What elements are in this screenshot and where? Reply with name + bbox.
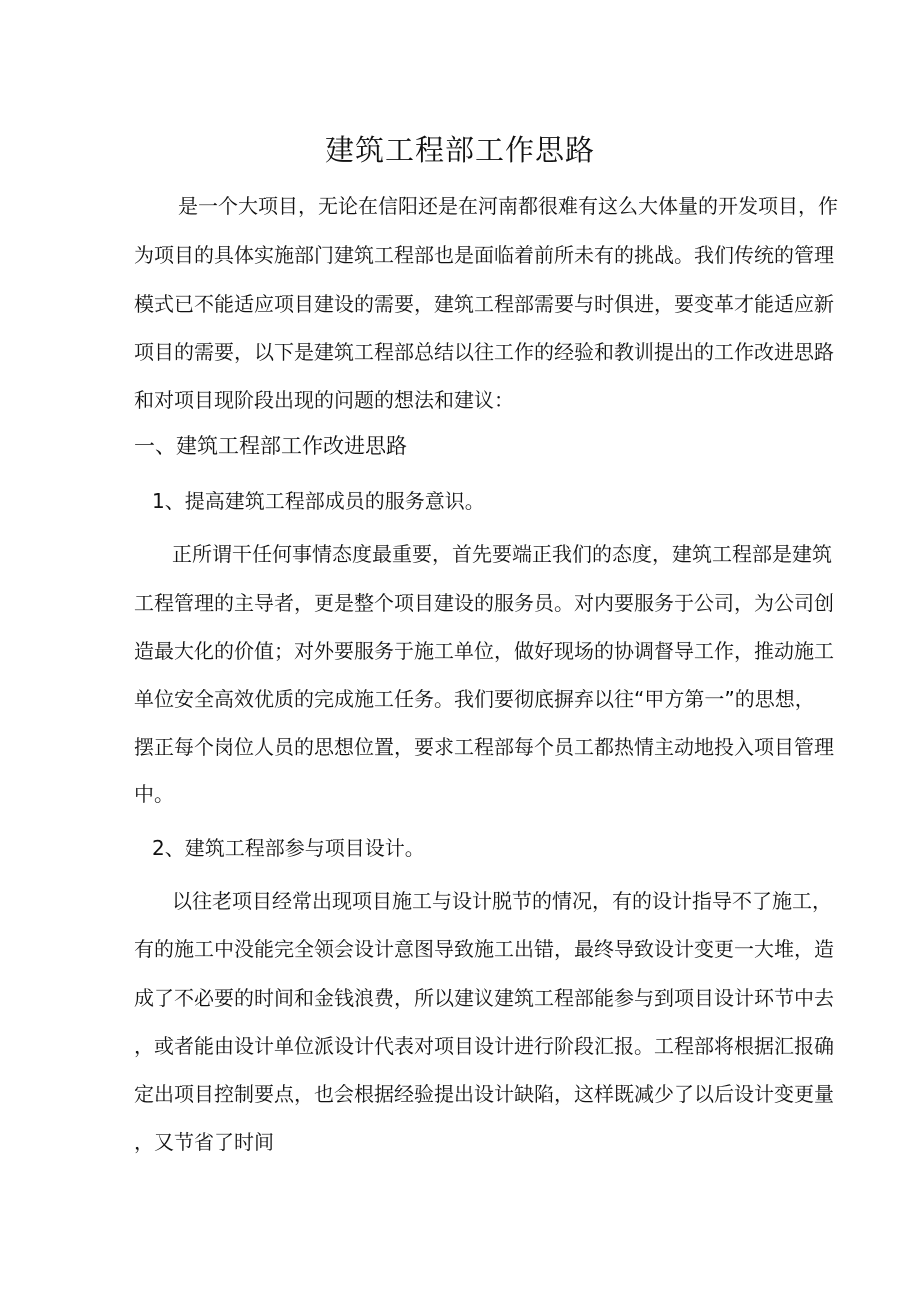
- item1-line-4: 单位安全高效优质的完成施工任务。我们要彻底摒弃以往“甲方第一”的思想，: [134, 687, 815, 711]
- intro-line-5: 和对项目现阶段出现的问题的想法和建议：: [134, 388, 514, 412]
- item2-line-2: 有的施工中没能完全领会设计意图导致施工出错，最终导致设计变更一大堆，造: [134, 937, 834, 961]
- item-heading-2: 2、建筑工程部参与项目设计。: [152, 836, 425, 860]
- item2-line-4: ，或者能由设计单位派设计代表对项目设计进行阶段汇报。工程部将根据汇报确: [134, 1034, 834, 1058]
- item2-line-6: ，又节省了时间: [134, 1130, 274, 1154]
- item2-line-3: 成了不必要的时间和金钱浪费，所以建议建筑工程部能参与到项目设计环节中去: [134, 986, 834, 1010]
- intro-line-2: 为项目的具体实施部门建筑工程部也是面临着前所未有的挑战。我们传统的管理: [134, 243, 834, 267]
- item-heading-1: 1、提高建筑工程部成员的服务意识。: [152, 489, 485, 513]
- item2-line-5: 定出项目控制要点，也会根据经验提出设计缺陷，这样既减少了以后设计变更量: [134, 1082, 834, 1106]
- intro-line-3: 模式已不能适应项目建设的需要，建筑工程部需要与时俱进，要变革才能适应新: [134, 292, 834, 316]
- item2-line-1: 以往老项目经常出现项目施工与设计脱节的情况，有的设计指导不了施工，: [172, 889, 832, 913]
- item1-line-1: 正所谓干任何事情态度最重要，首先要端正我们的态度，建筑工程部是建筑: [172, 542, 832, 566]
- document-title: 建筑工程部工作思路: [324, 133, 595, 167]
- item1-line-2: 工程管理的主导者，更是整个项目建设的服务员。对内要服务于公司，为公司创: [134, 591, 834, 615]
- section-heading-1: 一、建筑工程部工作改进思路: [134, 434, 407, 458]
- intro-line-1: 是一个大项目，无论在信阳还是在河南都很难有这么大体量的开发项目，作: [178, 194, 838, 218]
- item1-line-3: 造最大化的价值；对外要服务于施工单位，做好现场的协调督导工作，推动施工: [134, 639, 834, 663]
- intro-line-4: 项目的需要，以下是建筑工程部总结以往工作的经验和教训提出的工作改进思路: [134, 340, 834, 364]
- item1-line-5: 摆正每个岗位人员的思想位置，要求工程部每个员工都热情主动地投入项目管理: [134, 735, 834, 759]
- item1-line-6: 中。: [134, 782, 174, 806]
